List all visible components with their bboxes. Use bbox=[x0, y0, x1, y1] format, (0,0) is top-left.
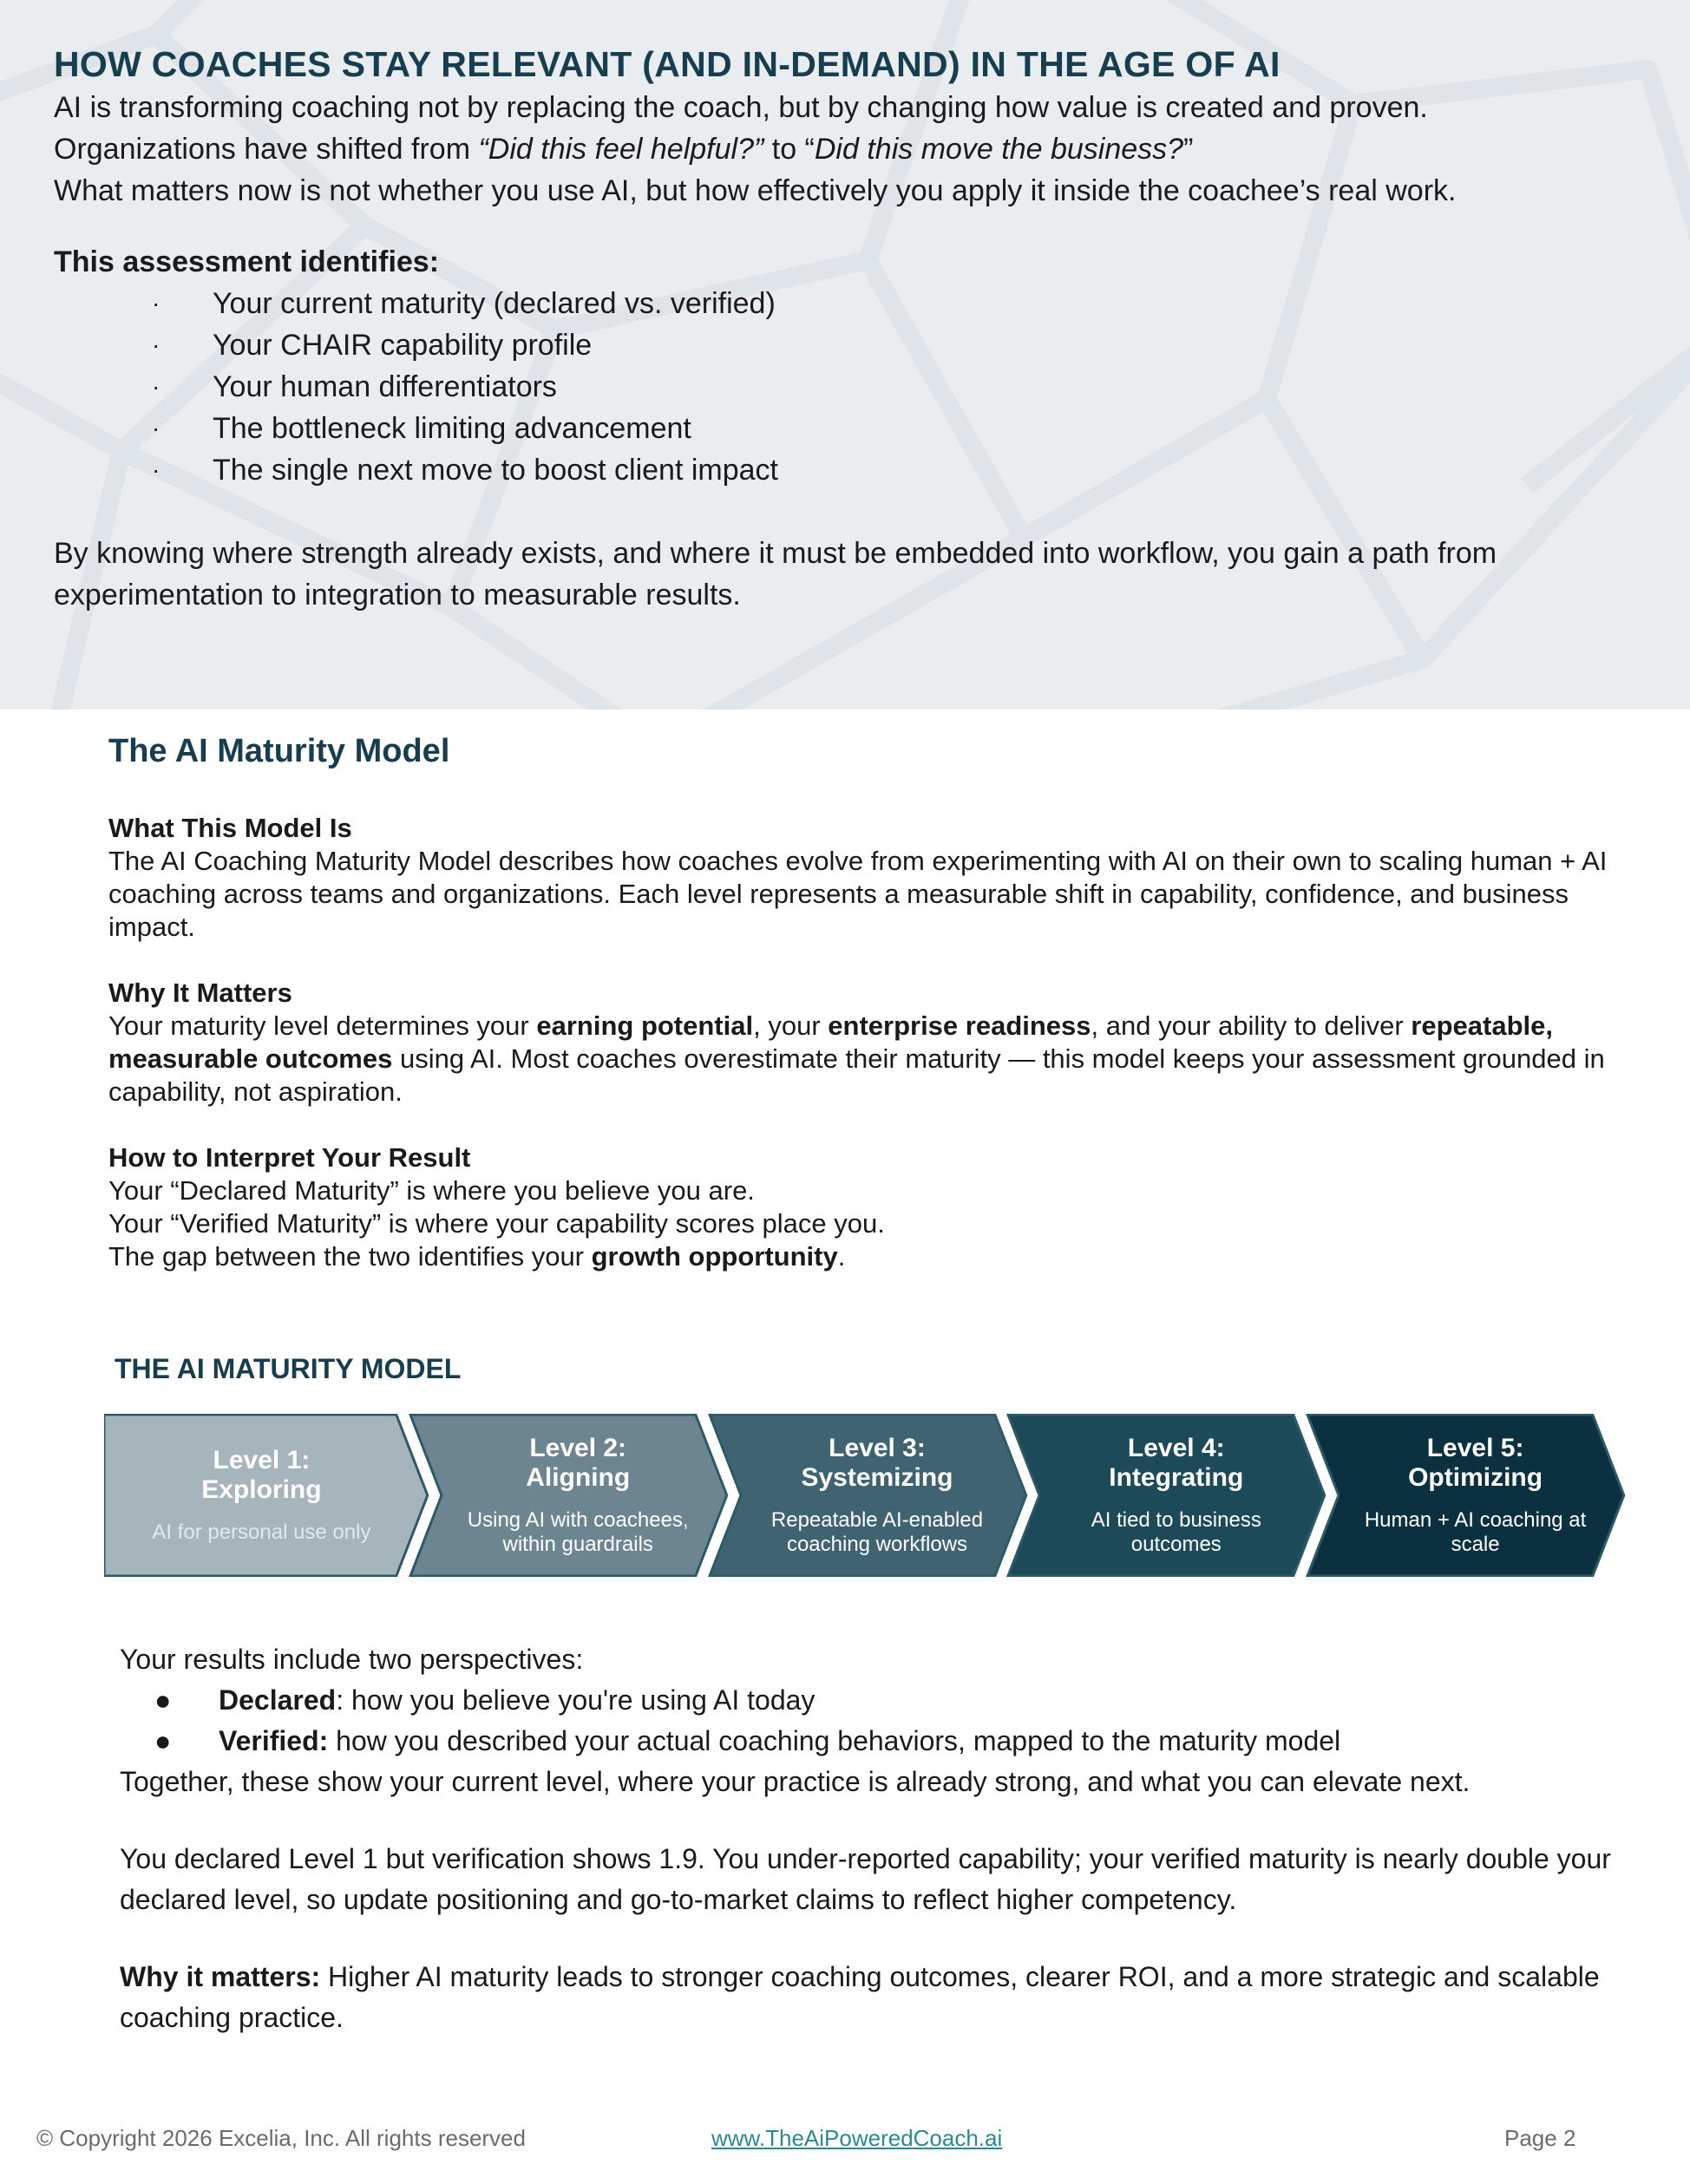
hero-intro-line-1: AI is transforming coaching not by replacing the coach, but by changing how value is created and proven. bbox=[54, 91, 1428, 124]
page-title: HOW COACHES STAY RELEVANT (AND IN-DEMAND) IN THE AGE OF AI bbox=[54, 44, 1281, 84]
hero-line-2-post: ” bbox=[1183, 133, 1194, 166]
bullet-dot: · bbox=[152, 331, 160, 358]
interpret-line-3 bbox=[108, 1240, 1618, 1273]
interpret-line-1: Your “Declared Maturity” is where you believe you are. bbox=[108, 1175, 755, 1206]
level-name: Aligning bbox=[526, 1463, 631, 1492]
declared-label: Declared bbox=[219, 1684, 337, 1716]
list-item bbox=[54, 324, 1650, 366]
level-chevron-3 bbox=[703, 1414, 1033, 1577]
how-to-interpret bbox=[108, 1141, 1618, 1273]
hero-line-2-mid: to “ bbox=[763, 133, 815, 166]
why-bold-1: earning potential bbox=[536, 1010, 754, 1041]
maturity-model-section bbox=[108, 727, 1618, 1273]
interpret-heading: How to Interpret Your Result bbox=[108, 1142, 471, 1173]
website-link[interactable]: www.TheAiPoweredCoach.ai bbox=[711, 2125, 1003, 2151]
list-item bbox=[120, 1680, 1629, 1721]
results-why bbox=[120, 1957, 1629, 2038]
level-number: Level 4: bbox=[1127, 1434, 1225, 1462]
diagram-title: THE AI MATURITY MODEL bbox=[115, 1353, 462, 1384]
level-text bbox=[111, 1414, 412, 1577]
level-description: Human + AI coaching at scale bbox=[1364, 1508, 1587, 1556]
list-item bbox=[54, 408, 1650, 449]
level-name: Exploring bbox=[201, 1475, 322, 1504]
page-footer bbox=[0, 2125, 1690, 2160]
level-chevron-4 bbox=[1001, 1414, 1332, 1577]
level-number: Level 1: bbox=[213, 1446, 311, 1475]
why-text: Higher AI maturity leads to stronger coaching outcomes, clearer ROI, and a more strategic and scalable coaching practice. bbox=[120, 1961, 1600, 2033]
bullet-dot: · bbox=[152, 415, 160, 441]
list-item-text: The bottleneck limiting advancement bbox=[213, 412, 691, 445]
level-name: Optimizing bbox=[1408, 1463, 1543, 1492]
hero-intro-line-2 bbox=[54, 128, 1650, 170]
why-text-1: Your maturity level determines your bbox=[108, 1010, 537, 1041]
hero-content bbox=[54, 42, 1650, 616]
level-text bbox=[445, 1414, 711, 1577]
why-text-3: , and your ability to deliver bbox=[1091, 1010, 1412, 1041]
why-text bbox=[108, 1010, 1618, 1108]
hero-quote-2: Did this move the business? bbox=[814, 133, 1184, 166]
interpret-line-3-pre: The gap between the two identifies your bbox=[108, 1241, 592, 1272]
results-intro: Your results include two perspectives: bbox=[120, 1644, 584, 1675]
list-item bbox=[120, 1721, 1629, 1762]
why-it-matters bbox=[108, 977, 1618, 1108]
level-description: AI for personal use only bbox=[152, 1520, 371, 1544]
maturity-levels-diagram bbox=[104, 1414, 1631, 1579]
interpret-line-2: Your “Verified Maturity” is where your capability scores place you. bbox=[108, 1208, 885, 1239]
bullet-dot: ● bbox=[154, 1684, 172, 1716]
level-chevron-1 bbox=[104, 1414, 435, 1577]
level-number: Level 3: bbox=[829, 1434, 926, 1462]
section-title: The AI Maturity Model bbox=[108, 733, 450, 769]
hero-section bbox=[0, 0, 1690, 709]
list-item bbox=[54, 283, 1650, 324]
level-text bbox=[744, 1414, 1011, 1577]
bullet-dot: ● bbox=[154, 1725, 172, 1756]
why-text-2: , your bbox=[753, 1010, 829, 1041]
results-together: Together, these show your current level, where your practice is already strong, and what you can elevate next. bbox=[120, 1766, 1471, 1797]
why-heading: Why It Matters bbox=[108, 978, 292, 1008]
level-chevron-5 bbox=[1300, 1414, 1631, 1577]
assessment-list bbox=[54, 283, 1650, 491]
list-item bbox=[54, 366, 1650, 408]
list-item bbox=[54, 449, 1650, 491]
what-this-model-is bbox=[108, 812, 1618, 944]
why-bold-2: enterprise readiness bbox=[828, 1010, 1091, 1041]
verified-text: how you described your actual coaching behaviors, mapped to the maturity model bbox=[328, 1725, 1341, 1756]
list-item-text: The single next move to boost client impact bbox=[213, 454, 778, 487]
declared-text: : how you believe you're using AI today bbox=[336, 1684, 816, 1716]
what-text: The AI Coaching Maturity Model describes how coaches evolve from experimenting with AI on their own to scaling human + AI coaching across teams and organizations. Each level represents a measurable shift in capability, confidence, and business impact. bbox=[108, 846, 1608, 942]
results-finding: You declared Level 1 but verification shows 1.9. You under-reported capability; your verified maturity is nearly double your declared level, so update positioning and go-to-market claims to reflect higher competency. bbox=[120, 1843, 1611, 1915]
perspectives-list bbox=[120, 1680, 1629, 1762]
interpret-line-3-post: . bbox=[837, 1241, 846, 1272]
level-description: AI tied to business outcomes bbox=[1091, 1508, 1261, 1556]
results-section bbox=[120, 1639, 1629, 2038]
hero-outro: By knowing where strength already exists, and where it must be embedded into workflow, you gain a path from experimentation to integration to measurable results. bbox=[54, 537, 1497, 611]
hero-line-2-pre: Organizations have shifted from bbox=[54, 133, 479, 166]
assessment-subheading: This assessment identifies: bbox=[54, 245, 440, 278]
hero-intro-line-3: What matters now is not whether you use AI, but how effectively you apply it inside the coachee’s real work. bbox=[54, 174, 1457, 207]
verified-label: Verified: bbox=[219, 1725, 329, 1756]
bullet-dot: · bbox=[152, 456, 160, 483]
why-text-4: using AI. Most coaches overestimate their maturity — this model keeps your assessment grounded in capability, not aspiration. bbox=[108, 1043, 1605, 1107]
level-name: Integrating bbox=[1109, 1463, 1244, 1492]
page-number: Page 2 bbox=[1504, 2125, 1576, 2151]
level-name: Systemizing bbox=[801, 1463, 953, 1492]
list-item-text: Your human differentiators bbox=[213, 370, 557, 403]
why-label: Why it matters: bbox=[120, 1961, 321, 1992]
hero-quote-1: “Did this feel helpful?” bbox=[478, 133, 764, 166]
bullet-dot: · bbox=[152, 373, 160, 400]
bullet-dot: · bbox=[152, 290, 160, 317]
why-bold-3: repeatable, measurable outcomes bbox=[108, 1010, 1553, 1074]
level-text bbox=[1043, 1414, 1309, 1577]
level-text bbox=[1342, 1414, 1608, 1577]
list-item-text: Your current maturity (declared vs. verified) bbox=[213, 287, 776, 320]
level-description: Repeatable AI-enabled coaching workflows bbox=[770, 1508, 984, 1556]
what-heading: What This Model Is bbox=[108, 813, 352, 843]
level-number: Level 5: bbox=[1426, 1434, 1524, 1462]
list-item-text: Your CHAIR capability profile bbox=[213, 329, 593, 362]
interpret-line-3-bold: growth opportunity bbox=[591, 1241, 838, 1272]
level-description: Using AI with coachees, within guardrails bbox=[467, 1508, 689, 1556]
level-number: Level 2: bbox=[529, 1434, 627, 1462]
copyright-text: © Copyright 2026 Excelia, Inc. All rights reserved bbox=[36, 2125, 526, 2151]
level-chevron-2 bbox=[403, 1414, 734, 1577]
